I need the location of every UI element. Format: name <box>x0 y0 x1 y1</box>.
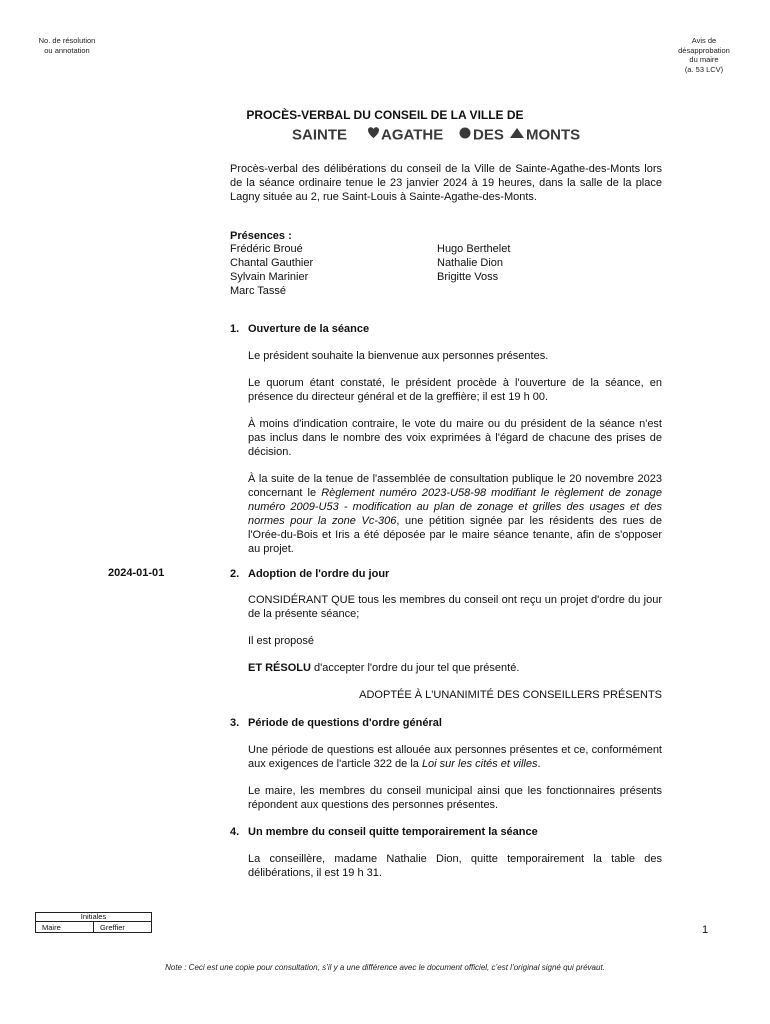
paragraph: CONSIDÉRANT QUE tous les membres du conseil ont reçu un projet d'ordre du jour de la présente séance; <box>248 594 662 620</box>
city-logo <box>292 125 602 143</box>
council-member: Sylvain Marinier <box>230 271 309 283</box>
disapproval-label-line: désapprobation <box>678 45 730 55</box>
initials-row <box>36 921 151 933</box>
initials-maire-label: Maire <box>42 923 61 932</box>
heart-icon <box>368 127 379 138</box>
initials-greffier-label: Greffier <box>100 923 125 932</box>
section-1-heading <box>230 322 662 336</box>
initials-box <box>35 912 152 933</box>
paragraph <box>248 743 662 771</box>
resolution-column-label <box>22 36 112 55</box>
logo-text-sainte: SAINTE <box>292 126 348 143</box>
council-member: Chantal Gauthier <box>230 257 314 269</box>
council-member: Nathalie Dion <box>437 257 504 269</box>
text-run: . <box>537 758 541 770</box>
section-number: 4. <box>230 826 240 838</box>
law-title: Loi sur les cités et villes <box>421 758 538 770</box>
disapproval-column-label <box>662 36 746 74</box>
text-run: d'accepter l'ordre du jour tel que présenté. <box>310 662 520 674</box>
resolution-label-line: No. de résolution <box>38 36 96 45</box>
text-run: , une pétition signée par les résidents des rues de l'Orée-du-Bois et Iris a été déposée par le maire séance tenante, afin de s'opposer au projet. <box>248 515 663 555</box>
logo-text-des: DES <box>473 126 504 143</box>
document-title: PROCÈS-VERBAL DU CONSEIL DE LA VILLE DE <box>246 108 524 122</box>
section-title: Ouverture de la séance <box>248 323 370 335</box>
paragraph: La conseillère, madame Nathalie Dion, quitte temporairement la table des délibérations, il est 19 h 31. <box>248 853 662 879</box>
text-run: Une période de questions est allouée aux personnes présentes et ce, conformément aux exigences de l'article 322 de la <box>248 744 662 770</box>
paragraph <box>248 661 662 675</box>
circle-icon <box>460 128 471 139</box>
section-title: Un membre du conseil quitte temporairement la séance <box>248 826 538 838</box>
footer-note: Note : Ceci est une copie pour consultation, s’il y a une différence avec le document officiel, c’est l’original signé qui prévaut. <box>165 963 605 972</box>
section-number: 3. <box>230 717 240 729</box>
section-4-heading <box>230 825 662 839</box>
text-run: À la suite de la tenue de l'assemblée de consultation publique le 20 novembre 2023 concernant le <box>248 473 662 499</box>
initials-title: Initiales <box>80 912 107 921</box>
bylaw-title: Règlement numéro 2023-U58-98 modifiant le règlement de zonage numéro 2009-U53 - modification au plan de zonage et grilles des usages et des normes pour la zone Vc-306 <box>248 487 662 527</box>
disapproval-label-line: Avis de <box>691 36 717 45</box>
disapproval-label-line: du maire <box>689 55 719 64</box>
logo-text-agathe: AGATHE <box>381 126 444 143</box>
paragraph: Le maire, les membres du conseil municipal ainsi que les fonctionnaires présents répondent aux questions des personnes présentes. <box>248 785 662 811</box>
section-3-heading <box>230 716 662 730</box>
intro-paragraph: Procès-verbal des délibérations du conseil de la Ville de Sainte-Agathe-des-Monts lors de la séance ordinaire tenue le 23 janvier 2024 à 19 heures, dans la salle de la place Lagny située au 2, rue Saint-Louis à Sainte-Agathe-des-Monts. <box>230 163 662 203</box>
council-member: Brigitte Voss <box>437 271 499 283</box>
council-member: Frédéric Broué <box>230 243 303 255</box>
paragraph: Le président souhaite la bienvenue aux personnes présentes. <box>248 350 549 362</box>
paragraph: Le quorum étant constaté, le président procède à l'ouverture de la séance, en présence du directeur général et de la greffière; il est 19 h 00. <box>248 377 662 403</box>
section-number: 2. <box>230 568 240 580</box>
adoption-statement: ADOPTÉE À L'UNANIMITÉ DES CONSEILLERS PRÉSENTS <box>359 689 662 701</box>
resolution-number: 2024-01-01 <box>108 567 165 579</box>
section-title: Période de questions d'ordre général <box>248 717 442 729</box>
paragraph: Il est proposé <box>248 635 315 647</box>
initials-divider <box>93 922 94 933</box>
section-title: Adoption de l'ordre du jour <box>248 568 390 580</box>
resolved-label: ET RÉSOLU <box>248 662 311 674</box>
paragraph <box>248 472 662 556</box>
council-member: Hugo Berthelet <box>437 243 511 255</box>
logo-text-monts: MONTS <box>526 126 581 143</box>
presences-left-list <box>230 242 313 298</box>
resolution-label-line: ou annotation <box>44 45 90 55</box>
presences-right-list <box>437 242 510 284</box>
section-2-heading <box>230 567 662 581</box>
council-member: Marc Tassé <box>230 285 287 297</box>
mountain-icon <box>510 128 524 138</box>
section-number: 1. <box>230 323 240 335</box>
presences-label: Présences : <box>230 230 292 242</box>
page-number: 1 <box>702 924 709 936</box>
disapproval-label-line: (a. 53 LCV) <box>684 64 724 74</box>
paragraph: À moins d'indication contraire, le vote du maire ou du président de la séance n'est pas inclus dans le nombre des voix exprimées à l'égard de chacune des prises de décision. <box>248 418 662 458</box>
